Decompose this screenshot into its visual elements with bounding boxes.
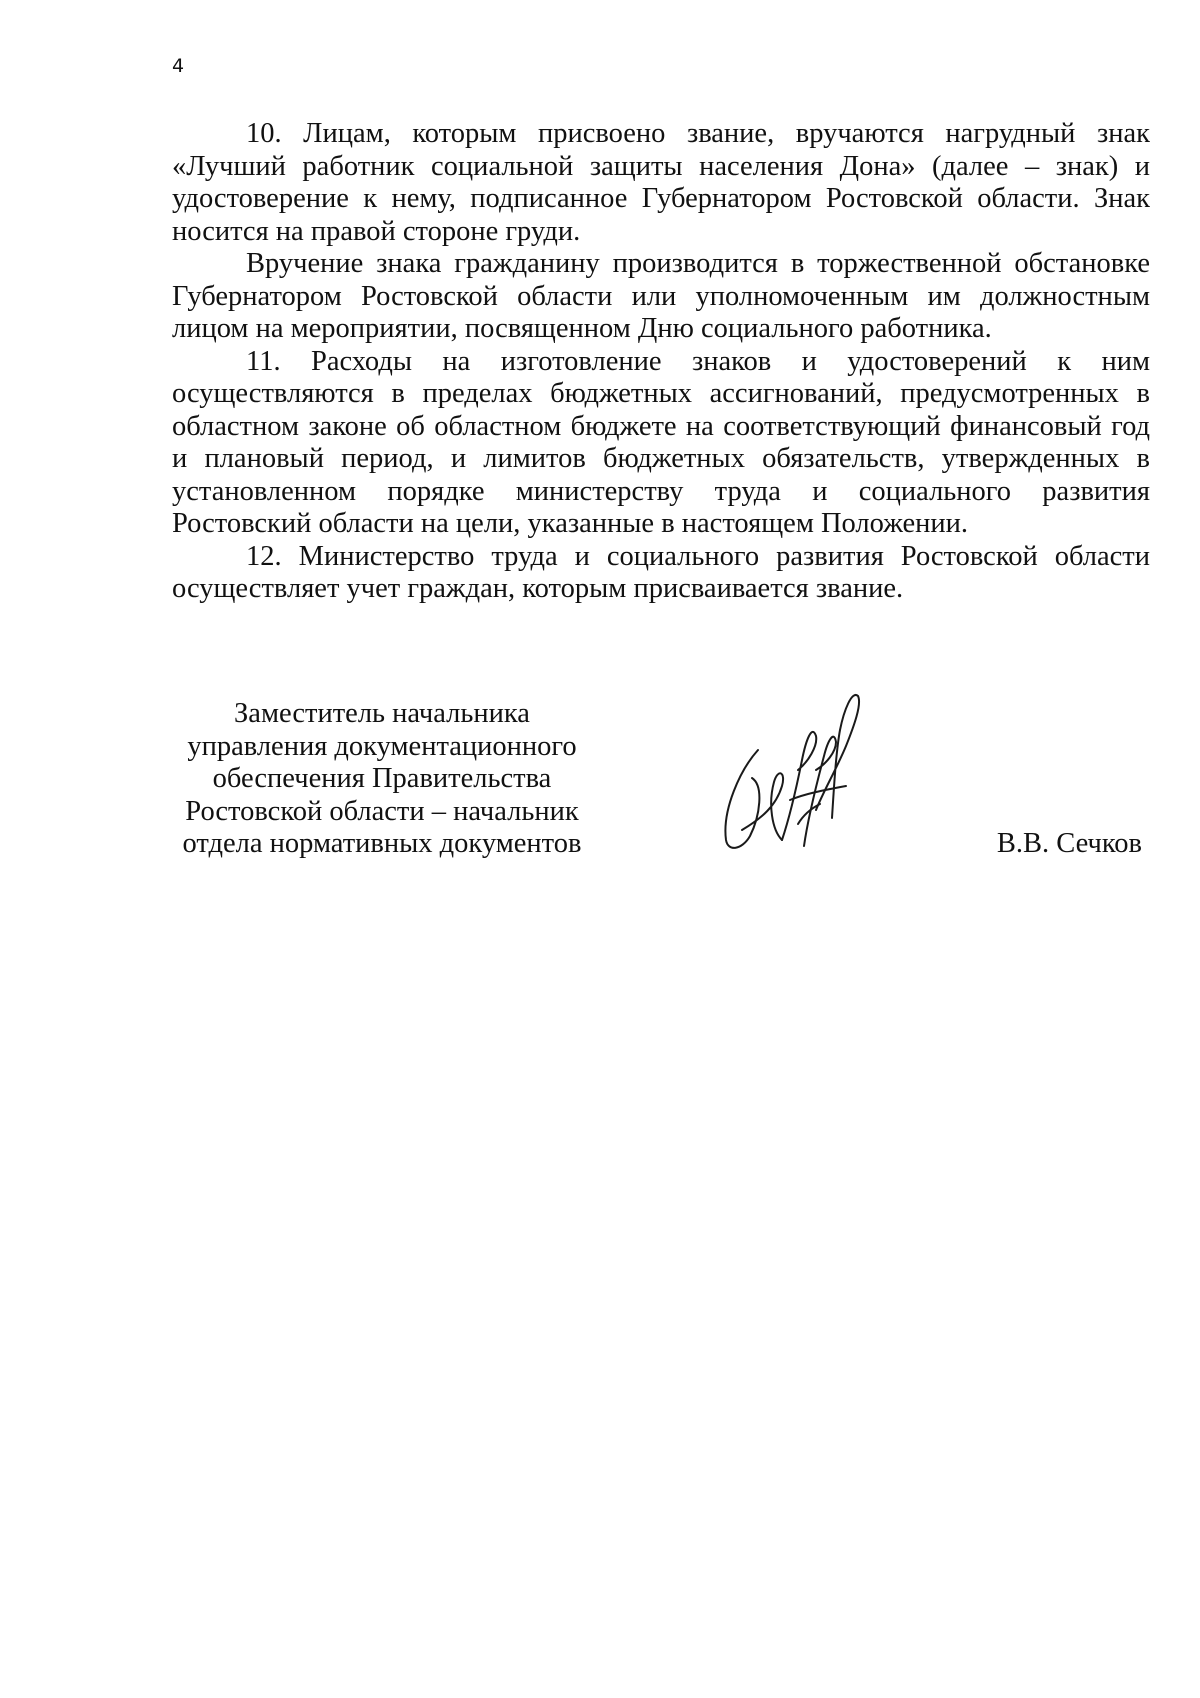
signature-block	[172, 698, 1150, 868]
signer-position-line: обеспечения Правительства	[212, 763, 552, 794]
signer-position-line: отдела нормативных документов	[182, 828, 582, 859]
signer-position-line: управления документационного	[187, 730, 577, 762]
signer-position-line: Ростовской области – начальник	[185, 795, 579, 827]
paragraph-10-continued: Вручение знака гражданину производится в торжественной обстановке Губернатором Ростовской области или уполномоченным им должностным лицом на мероприятии, посвященном Дню социального работника.	[172, 248, 1150, 344]
signer-position	[172, 698, 592, 861]
signer-position-line: Заместитель начальника	[234, 698, 530, 729]
paragraph-11: 11. Расходы на изготовление знаков и удостоверений к ним осуществляются в пределах бюджетных ассигнований, предусмотренных в областном законе об областном бюджете на соответствующий финансовый год и плановый период, и лимитов бюджетных обязательств, утвержденных в установленном порядке министерству труда и социального развития Ростовский области на цели, указанные в настоящем Положении.	[172, 345, 1150, 539]
signer-name: В.В. Сечков	[996, 828, 1142, 859]
paragraph-10: 10. Лицам, которым присвоено звание, вручаются нагрудный знак «Лучший работник социальной защиты населения Дона» (далее – знак) и удостоверение к нему, подписанное Губернатором Ростовской области. Знак носится на правой стороне груди.	[172, 118, 1150, 247]
page-number: 4	[172, 55, 185, 77]
paragraph-12: 12. Министерство труда и социального развития Ростовской области осуществляет учет граждан, которым присваивается звание.	[172, 540, 1150, 604]
document-body	[172, 118, 1150, 606]
handwritten-signature	[712, 690, 872, 860]
